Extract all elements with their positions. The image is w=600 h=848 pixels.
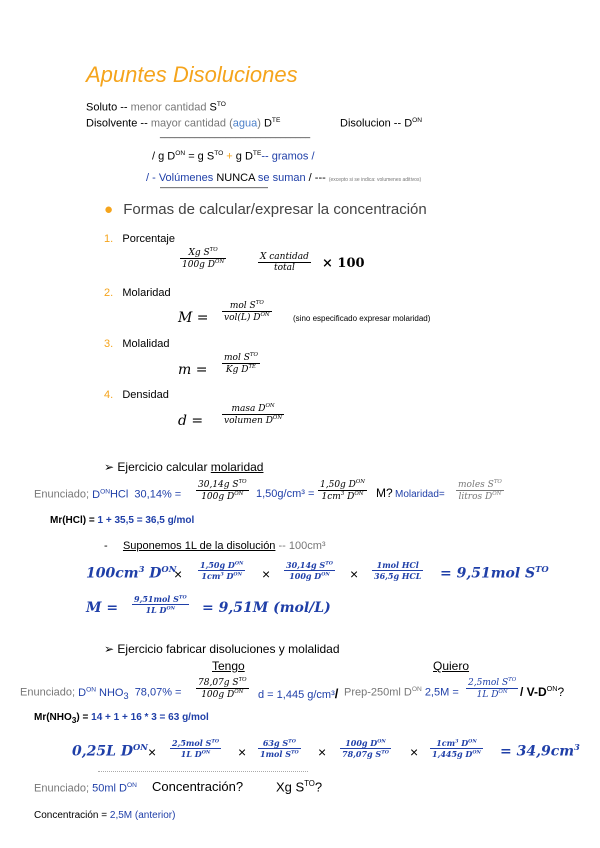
calc-1-result: = 9,51mol $S^{TO}$ bbox=[440, 564, 549, 582]
enunciado-1-molaridad: Molaridad= bbox=[395, 489, 445, 500]
calc-1-frac-c: 1mol HCl 36,5g HCL bbox=[374, 560, 422, 581]
times-sign: × bbox=[350, 566, 359, 582]
enunciado-1-question: M? bbox=[376, 486, 393, 500]
suponemos-line: - Suponemos 1L de la disolución -- 100cm³ bbox=[104, 540, 326, 552]
enunciado-1: Enunciado; $D^{ON}HCl$ 30,14% = bbox=[34, 488, 182, 501]
list-item: 2. Molaridad bbox=[104, 287, 171, 299]
molaridad-fraction: mol $S^{TO}$ vol(L) $D^{ON}$ bbox=[224, 300, 270, 323]
molaridad-lhs: M = bbox=[178, 310, 209, 326]
page-title: Apuntes Disoluciones bbox=[86, 62, 298, 87]
calc-1-frac-a: 1,50g $D^{ON}$ $1cm^3$ $D^{ON}$ bbox=[200, 560, 244, 581]
arrow-icon: ➢ bbox=[104, 642, 115, 656]
calc-3-frac-b: 63g $S^{TO}$ 1mol $S^{TO}$ bbox=[260, 738, 299, 759]
soluto-line: Soluto -- menor cantidad $S^{TO}$ bbox=[86, 101, 226, 114]
enunciado-1-frac-b: 1,50g $D^{ON}$ $1cm^3$ $D^{ON}$ bbox=[320, 479, 366, 502]
molaridad-note: (sino especificado expresar molaridad) bbox=[293, 314, 431, 323]
tengo-label: Tengo bbox=[212, 659, 245, 673]
porcentaje-times: × 100 bbox=[322, 256, 365, 271]
times-sign: × bbox=[148, 744, 157, 760]
times-sign: × bbox=[410, 744, 419, 760]
enunciado-2-frac-a: 78,07g $S^{TO}$ 100g $D^{ON}$ bbox=[198, 677, 247, 700]
list-item: 4. Densidad bbox=[104, 389, 169, 401]
calc-3-frac-c: 100g $D^{ON}$ 78,07g $S^{TO}$ bbox=[342, 738, 389, 759]
separator-top: ______________________________ bbox=[160, 128, 311, 138]
molalidad-fraction: mol $S^{TO}$ Kg $D^{TE}$ bbox=[224, 352, 258, 375]
calc-1-lead: $100cm^3$ $D^{ON}$ bbox=[86, 564, 177, 582]
times-sign: × bbox=[174, 566, 183, 582]
calc-3-lead: 0,25L $D^{ON}$ bbox=[72, 742, 148, 760]
enunciado-2-density: d = 1,445 g/cm³/ bbox=[258, 686, 339, 701]
section-heading: ● Formas de calcular/expresar la concentración bbox=[104, 201, 427, 218]
enunciado-2-question: / $V-D^{ON}$? bbox=[520, 684, 565, 699]
mr-hcl: Mr(HCl) = 1 + 35,5 = 36,5 g/mol bbox=[50, 515, 195, 526]
densidad-lhs: d = bbox=[178, 413, 204, 429]
list-item: 3. Molalidad bbox=[104, 338, 170, 350]
times-sign: × bbox=[238, 744, 247, 760]
gramos-line: / g $D^{ON} = g$ $S^{TO} + g$ $D^{TE}--$ gramos / bbox=[152, 150, 315, 163]
times-sign: × bbox=[318, 744, 327, 760]
exercise-1-heading: ➢ Ejercicio calcular molaridad bbox=[104, 460, 264, 474]
dotted-divider bbox=[98, 771, 308, 772]
calc-2-fraction: 9,51mol $S^{TO}$ 1L $D^{ON}$ bbox=[134, 594, 187, 615]
enunciado-1-frac-a: 30,14g $S^{TO}$ 100g $D^{ON}$ bbox=[198, 479, 247, 502]
calc-3-frac-a: 2,5mol $S^{TO}$ 1L $D^{ON}$ bbox=[172, 738, 220, 759]
bullet-icon: ● bbox=[104, 201, 114, 218]
densidad-fraction: masa $D^{ON}$ volumen $D^{ON}$ bbox=[224, 403, 283, 426]
calc-2-result: = 9,51M (mol/L) bbox=[202, 600, 331, 616]
enunciado-2-prep: Prep-250ml $D^{ON}$ 2,5M = bbox=[344, 686, 459, 699]
times-sign: × bbox=[262, 566, 271, 582]
enunciado-1-frac-c: moles $S^{TO}$ litros $D^{ON}$ bbox=[458, 479, 502, 502]
porcentaje-alt-fraction: X cantidad total bbox=[260, 252, 309, 273]
molalidad-lhs: m = bbox=[178, 362, 208, 378]
arrow-icon: ➢ bbox=[104, 460, 115, 474]
list-item: 1. Porcentaje bbox=[104, 233, 175, 245]
enunciado-2-frac-b: 2,5mol $S^{TO}$ 1L $D^{ON}$ bbox=[468, 677, 517, 700]
porcentaje-fraction: Xg $S^{TO}$ 100g $D^{ON}$ bbox=[182, 247, 225, 270]
volumenes-line: / - Volúmenes NUNCA se suman / --- (excepto si se indica: volumenes aditivos) bbox=[146, 172, 422, 184]
enunciado-1-density: 1,50g/cm³ = bbox=[256, 488, 315, 500]
xg-question: Xg $S^{TO}$? bbox=[276, 779, 323, 795]
enunciado-2: Enunciado; $D^{ON}$ $NHO_3$ 78,07% = bbox=[20, 686, 182, 701]
disolucion-line: Disolucion -- $D^{ON}$ bbox=[340, 117, 423, 130]
calc-3-frac-d: $1cm^3$ $D^{ON}$ 1,445g $D^{ON}$ bbox=[432, 738, 481, 759]
calc-2-lhs: M = bbox=[86, 600, 119, 616]
concentracion-question: Concentración? bbox=[152, 779, 244, 794]
mr-hno3: $Mr(NHO_3) = 14 + 1 + 16 * 3 = 63$ g/mol bbox=[34, 712, 209, 725]
quiero-label: Quiero bbox=[433, 659, 470, 673]
disolvente-line: Disolvente -- mayor cantidad (agua) $D^{TE}$ bbox=[86, 117, 281, 130]
calc-3-result: = $34,9cm^3$ bbox=[500, 742, 580, 760]
enunciado-3: Enunciado; 50ml $D^{ON}$ bbox=[34, 782, 137, 795]
concentracion-line: Concentración = 2,5M (anterior) bbox=[34, 810, 176, 821]
separator-bottom: ———————————— bbox=[160, 182, 268, 192]
exercise-2-heading: ➢ Ejercicio fabricar disoluciones y molalidad bbox=[104, 642, 340, 656]
calc-1-frac-b: 30,14g $S^{TO}$ 100g $D^{ON}$ bbox=[286, 560, 333, 581]
